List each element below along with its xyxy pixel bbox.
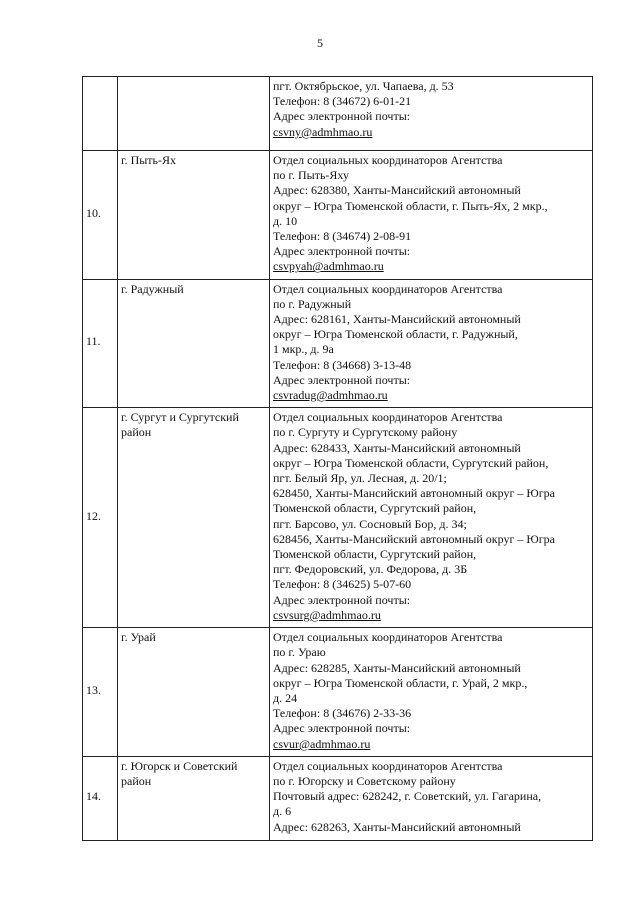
location-line: г. Урай <box>121 630 156 645</box>
table-row <box>83 151 593 280</box>
info-line: округ – Югра Тюменской области, г. Урай, 2 мкр., <box>273 675 528 690</box>
page-number: 5 <box>317 36 323 50</box>
info-line: Отдел социальных координаторов Агентства <box>273 630 503 645</box>
location-line: г. Сургут и Сургутский <box>121 410 239 425</box>
table-row <box>83 77 593 151</box>
info-line: д. 24 <box>273 691 298 706</box>
email-link[interactable]: csvur@admhmao.ru <box>273 736 371 751</box>
table-body <box>83 77 593 841</box>
table-row <box>83 279 593 408</box>
info-line: Почтовый адрес: 628242, г. Советский, ул. Гагарина, <box>273 789 542 804</box>
info-line: Тюменской области, Сургутский район, <box>273 501 477 516</box>
location-line: г. Пыть-Ях <box>121 153 177 167</box>
info-line: Отдел социальных координаторов Агентства <box>273 153 503 167</box>
info-line: Адрес: 628263, Ханты-Мансийский автономный <box>273 819 521 834</box>
row-number: 10. <box>83 151 118 280</box>
row-number: 12. <box>83 408 118 628</box>
row-contact-info <box>270 151 593 280</box>
row-location <box>118 756 270 840</box>
info-line: по г. Пыть-Яху <box>273 168 349 183</box>
info-line: Телефон: 8 (34674) 2-08-91 <box>273 229 412 244</box>
info-line: Адрес: 628161, Ханты-Мансийский автономный <box>273 312 521 327</box>
info-line: Телефон: 8 (34672) 6-01-21 <box>273 94 412 109</box>
location-line: район <box>121 425 152 440</box>
info-line: Адрес: 628380, Ханты-Мансийский автономный <box>273 183 521 198</box>
row-number: 14. <box>83 756 118 840</box>
row-location <box>118 151 270 280</box>
info-line: пгт. Белый Яр, ул. Лесная, д. 20/1; <box>273 471 447 486</box>
info-line: пгт. Федоровский, ул. Федорова, д. 3Б <box>273 562 468 577</box>
info-line: Отдел социальных координаторов Агентства <box>273 410 503 425</box>
row-location <box>118 408 270 628</box>
row-contact-info <box>270 408 593 628</box>
info-line: Адрес электронной почты: <box>273 592 411 607</box>
info-line: округ – Югра Тюменской области, г. Радужный, <box>273 327 518 342</box>
table-row <box>83 408 593 628</box>
row-number: 13. <box>83 628 118 757</box>
table-row <box>83 756 593 840</box>
row-location <box>118 628 270 757</box>
email-link[interactable]: csvny@admhmao.ru <box>273 124 373 139</box>
info-line: по г. Сургуту и Сургутскому району <box>273 425 458 440</box>
info-line: округ – Югра Тюменской области, Сургутский район, <box>273 455 549 470</box>
row-contact-info <box>270 77 593 151</box>
info-line: округ – Югра Тюменской области, г. Пыть-Ях, 2 мкр., <box>273 198 548 213</box>
info-line: 1 мкр., д. 9а <box>273 342 334 357</box>
info-line: Адрес: 628433, Ханты-Мансийский автономный <box>273 440 521 455</box>
info-line: 628450, Ханты-Мансийский автономный округ – Югра <box>273 486 555 501</box>
row-location <box>118 279 270 408</box>
info-line: Телефон: 8 (34625) 5-07-60 <box>273 577 412 592</box>
info-line: пгт. Барсово, ул. Сосновый Бор, д. 34; <box>273 516 467 531</box>
email-link[interactable]: csvradug@admhmao.ru <box>273 388 388 403</box>
info-line: пгт. Октябрьское, ул. Чапаева, д. 53 <box>273 79 454 93</box>
email-link[interactable]: csvpyah@admhmao.ru <box>273 259 384 274</box>
info-line: Адрес электронной почты: <box>273 109 411 124</box>
info-line: Телефон: 8 (34676) 2-33-36 <box>273 706 412 721</box>
info-line: по г. Ураю <box>273 645 326 660</box>
info-line: Отдел социальных координаторов Агентства <box>273 758 503 773</box>
info-line: Адрес: 628285, Ханты-Мансийский автономный <box>273 660 521 675</box>
email-link[interactable]: csvsurg@admhmao.ru <box>273 607 381 622</box>
info-line: Отдел социальных координаторов Агентства <box>273 281 503 296</box>
info-line: д. 6 <box>273 804 292 819</box>
info-line: по г. Югорску и Советскому району <box>273 774 456 789</box>
info-line: Адрес электронной почты: <box>273 721 411 736</box>
location-line: район <box>121 774 152 789</box>
row-number <box>83 77 118 151</box>
coordinators-table <box>82 76 593 841</box>
info-line: д. 10 <box>273 213 298 228</box>
row-contact-info <box>270 628 593 757</box>
info-line: Тюменской области, Сургутский район, <box>273 547 477 562</box>
table-row <box>83 628 593 757</box>
info-line: 628456, Ханты-Мансийский автономный округ – Югра <box>273 531 555 546</box>
info-line: Адрес электронной почты: <box>273 372 411 387</box>
location-line: г. Радужный <box>121 281 184 296</box>
info-line: по г. Радужный <box>273 296 352 311</box>
info-line: Телефон: 8 (34668) 3-13-48 <box>273 357 412 372</box>
row-number: 11. <box>83 279 118 408</box>
location-line: г. Югорск и Советский <box>121 758 238 773</box>
row-contact-info <box>270 756 593 840</box>
row-location <box>118 77 270 151</box>
row-contact-info <box>270 279 593 408</box>
info-line: Адрес электронной почты: <box>273 244 411 259</box>
